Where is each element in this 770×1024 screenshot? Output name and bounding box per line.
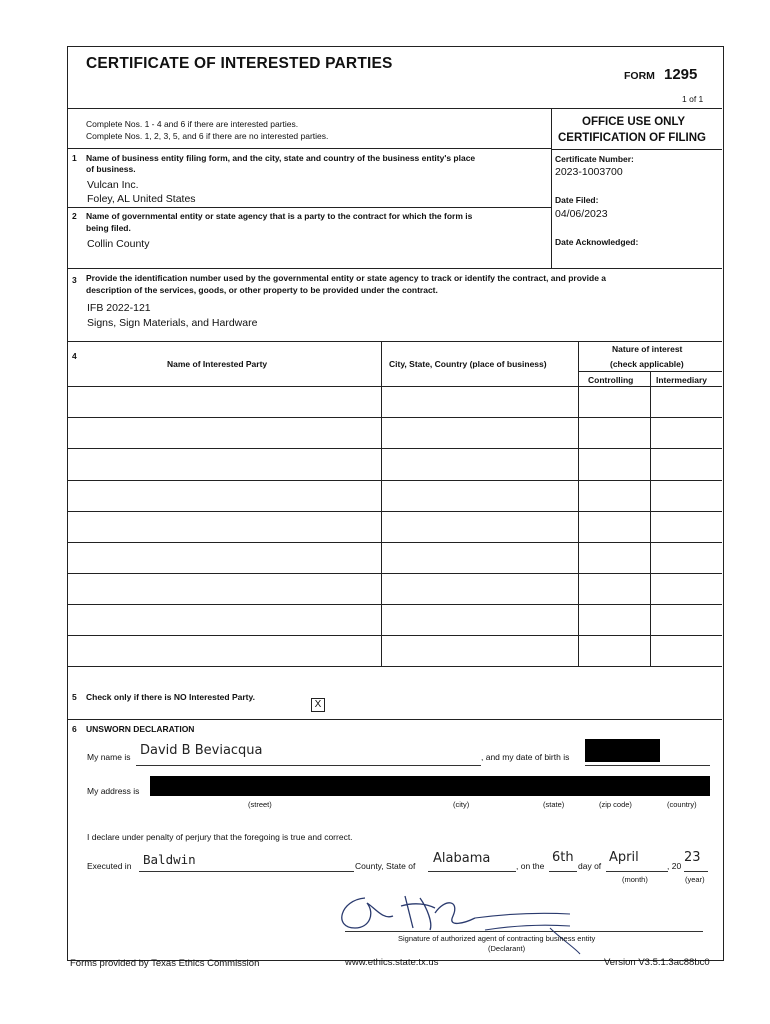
table-row xyxy=(68,542,722,574)
unsworn-declaration-header: UNSWORN DECLARATION xyxy=(86,724,195,734)
divider xyxy=(68,148,551,149)
cert-number: 2023-1003700 xyxy=(555,166,623,178)
country-caption: (country) xyxy=(667,800,697,809)
divider xyxy=(68,666,722,667)
county-value: Baldwin xyxy=(143,852,196,867)
section3-number: 3 xyxy=(72,275,77,285)
form-title: CERTIFICATE OF INTERESTED PARTIES xyxy=(86,55,393,72)
divider xyxy=(68,341,722,342)
table-row xyxy=(68,511,722,543)
on-the-label: , on the xyxy=(516,861,545,871)
perjury-statement: I declare under penalty of perjury that the foregoing is true and correct. xyxy=(87,832,353,842)
nature-subheader: (check applicable) xyxy=(610,359,684,369)
month-value: April xyxy=(609,850,639,865)
instructions-line2: Complete Nos. 1, 2, 3, 5, and 6 if there are no interested parties. xyxy=(86,131,329,141)
date-filed-label: Date Filed: xyxy=(555,195,599,205)
footer-url[interactable]: www.ethics.state.tx.us xyxy=(345,957,439,968)
table-row xyxy=(68,386,722,418)
table-row xyxy=(68,480,722,512)
year-underline xyxy=(684,870,708,872)
county-underline xyxy=(139,870,354,872)
page-indicator: 1 of 1 xyxy=(682,94,704,104)
declarant-caption: (Declarant) xyxy=(488,944,526,953)
zip-caption: (zip code) xyxy=(599,800,632,809)
col-controlling-header: Controlling xyxy=(588,375,634,385)
state-caption: (state) xyxy=(543,800,565,809)
signature-caption: Signature of authorized agent of contracting business entity xyxy=(398,934,596,943)
section6-number: 6 xyxy=(72,724,77,734)
year-value: 23 xyxy=(684,850,701,865)
form-label: FORM xyxy=(624,70,655,82)
month-caption: (month) xyxy=(622,875,648,884)
certification-header: CERTIFICATION OF FILING xyxy=(558,132,706,144)
business-entity-name: Vulcan Inc. xyxy=(87,179,139,191)
section2-label-cont: being filed. xyxy=(86,223,131,233)
dob-label: , and my date of birth is xyxy=(481,752,570,762)
section4-number: 4 xyxy=(72,351,77,361)
section1-number: 1 xyxy=(72,153,77,163)
date-ack-label: Date Acknowledged: xyxy=(555,237,639,247)
redaction-address xyxy=(150,776,710,796)
section1-label-cont: of business. xyxy=(86,164,136,174)
day-value: 6th xyxy=(552,850,574,865)
state-underline xyxy=(428,870,516,872)
cert-number-label: Certificate Number: xyxy=(555,154,634,164)
col-city-header: City, State, Country (place of business) xyxy=(389,359,547,369)
table-row xyxy=(68,604,722,636)
year-caption: (year) xyxy=(685,875,705,884)
no-interested-party-label: Check only if there is NO Interested Party. xyxy=(86,692,255,702)
date-filed: 04/06/2023 xyxy=(555,208,608,220)
my-name-label: My name is xyxy=(87,752,131,762)
col-name-header: Name of Interested Party xyxy=(167,359,268,369)
table-row xyxy=(68,635,722,667)
declarant-name: David B Beviacqua xyxy=(140,743,263,758)
city-caption: (city) xyxy=(453,800,470,809)
day-underline xyxy=(549,870,577,872)
day-of-label: day of xyxy=(578,861,602,871)
county-state-label: County, State of xyxy=(355,861,416,871)
year-prefix: , 20 xyxy=(667,861,682,871)
divider xyxy=(68,719,722,720)
divider xyxy=(551,149,722,150)
table-row xyxy=(68,573,722,605)
governmental-entity: Collin County xyxy=(87,238,150,250)
name-underline xyxy=(136,764,481,766)
state-value: Alabama xyxy=(433,851,491,866)
business-entity-location: Foley, AL United States xyxy=(87,193,196,205)
address-label: My address is xyxy=(87,786,140,796)
footer-version: Version V3.5.1.3ac88bc0 xyxy=(604,957,710,968)
table-row xyxy=(68,417,722,449)
divider xyxy=(578,371,722,372)
nature-header: Nature of interest xyxy=(612,344,683,354)
section3-label-cont: description of the services, goods, or other property to be provided under the contract. xyxy=(86,285,438,295)
no-interested-party-checkbox[interactable]: X xyxy=(311,698,325,712)
section1-label: Name of business entity filing form, and the city, state and country of the business entity's place xyxy=(86,153,476,163)
section2-label: Name of governmental entity or state agency that is a party to the contract for which the form is xyxy=(86,211,473,221)
signature-drawing xyxy=(335,888,595,958)
footer-provided: Forms provided by Texas Ethics Commission xyxy=(70,958,260,969)
contract-description: Signs, Sign Materials, and Hardware xyxy=(87,317,258,329)
instructions-line1: Complete Nos. 1 - 4 and 6 if there are interested parties. xyxy=(86,119,299,129)
executed-in-label: Executed in xyxy=(87,861,132,871)
section5-number: 5 xyxy=(72,692,77,702)
month-underline xyxy=(606,870,668,872)
contract-id: IFB 2022-121 xyxy=(87,302,151,314)
section2-number: 2 xyxy=(72,211,77,221)
col-intermediary-header: Intermediary xyxy=(656,375,708,385)
divider xyxy=(68,268,722,269)
section3-label: Provide the identification number used by the governmental entity or state agency to track or identify the contract, and provide a xyxy=(86,273,607,283)
dob-underline xyxy=(585,764,710,766)
street-caption: (street) xyxy=(248,800,272,809)
divider xyxy=(68,207,551,208)
table-row xyxy=(68,448,722,480)
form-number: 1295 xyxy=(664,66,698,83)
redaction-dob xyxy=(585,739,660,762)
office-use-header: OFFICE USE ONLY xyxy=(582,116,686,128)
